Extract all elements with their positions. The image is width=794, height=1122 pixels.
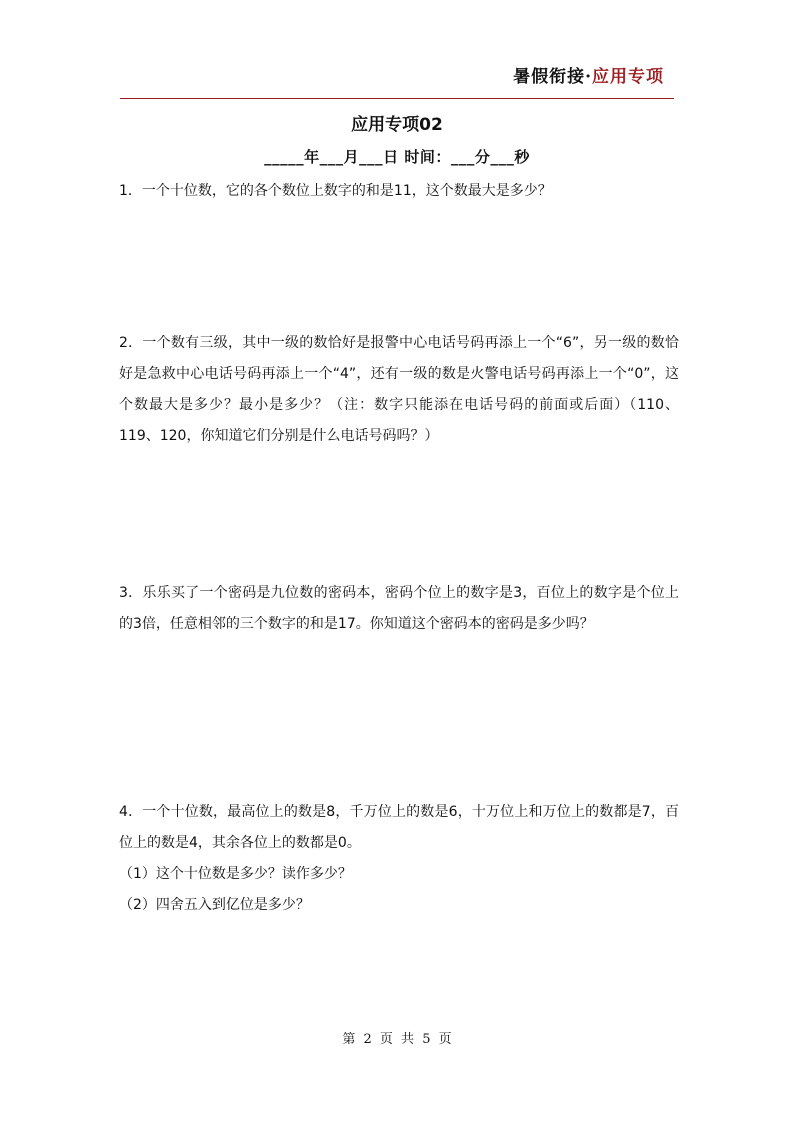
- question-3: [119, 578, 679, 640]
- header-prefix: 暑假衔接·: [513, 67, 592, 87]
- document-title: 应用专项02: [351, 115, 443, 135]
- question-4-text: 4．一个十位数，最高位上的数是8，千万位上的数是6，十万位上和万位上的数都是7，百位上的数是4，其余各位上的数都是0。: [119, 804, 679, 851]
- question-1-text: 1．一个十位数，它的各个数位上数字的和是11，这个数最大是多少？: [119, 183, 552, 199]
- question-3-text: 3．乐乐买了一个密码是九位数的密码本，密码个位上的数字是3，百位上的数字是个位上的3倍，任意相邻的三个数字的和是17。你知道这个密码本的密码是多少吗？: [119, 585, 679, 632]
- question-1: [119, 176, 679, 207]
- question-2-text: 2．一个数有三级，其中一级的数恰好是报警中心电话号码再添上一个“6”，另一级的数恰好是急救中心电话号码再添上一个“4”，还有一级的数是火警电话号码再添上一个“0”，这个数最大是多少？最小是多少？（注：数字只能添在电话号码的前面或后面）（110、119、120，你知道它们分别是什么电话号码吗？）: [119, 335, 679, 444]
- question-2: [119, 328, 679, 452]
- date-time-line: _____年___月___日 时间：___分___秒: [264, 148, 530, 166]
- question-4-part-1: （1）这个十位数是多少？读作多少？: [119, 866, 352, 882]
- header-divider: [120, 98, 674, 99]
- page-number-footer: 第 2 页 共 5 页: [342, 1032, 452, 1047]
- question-4: [119, 797, 679, 921]
- question-4-part-2: （2）四舍五入到亿位是多少？: [119, 897, 310, 913]
- page-header: [513, 62, 664, 87]
- header-accent: 应用专项: [592, 67, 664, 87]
